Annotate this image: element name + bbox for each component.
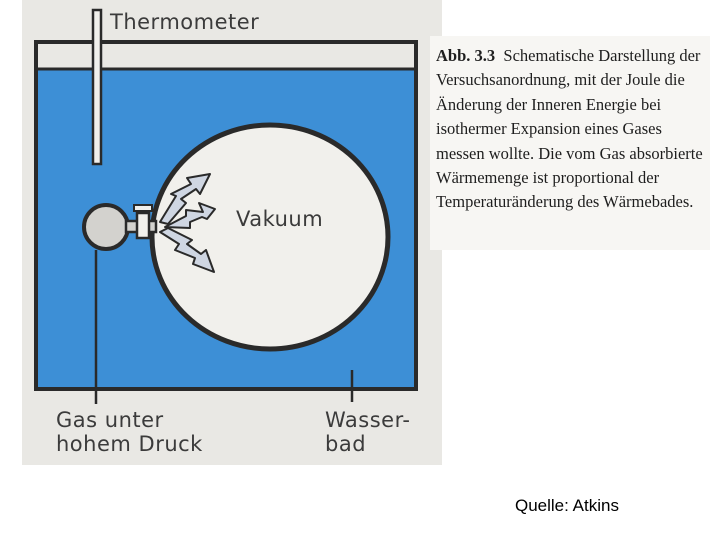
source-credit: Quelle: Atkins	[515, 496, 619, 515]
gas-label-line2: hohem Druck	[56, 432, 203, 456]
bath-label-line2: bad	[325, 432, 367, 456]
bath-label-line1: Wasser-	[325, 408, 411, 432]
figure-caption	[436, 44, 708, 215]
valve-body	[137, 213, 149, 238]
gas-label-line1: Gas unter	[56, 408, 164, 432]
thermometer-label: Thermometer	[110, 10, 260, 34]
vacuum-label: Vakuum	[236, 207, 324, 231]
caption-text: Schematische Darstellung der Versuchsanordnung, mit der Joule die Änderung der Inneren Energie bei isothermer Expansion eines Gases messen wollte. Die vom Gas absorbierte Wärmemenge ist proportional der Temperaturänderung des Wärmebades.	[436, 46, 703, 212]
caption-number: Abb. 3.3	[436, 46, 496, 65]
gas-vessel	[84, 205, 128, 249]
thermometer-rod	[93, 10, 101, 164]
valve-handle	[134, 205, 152, 211]
